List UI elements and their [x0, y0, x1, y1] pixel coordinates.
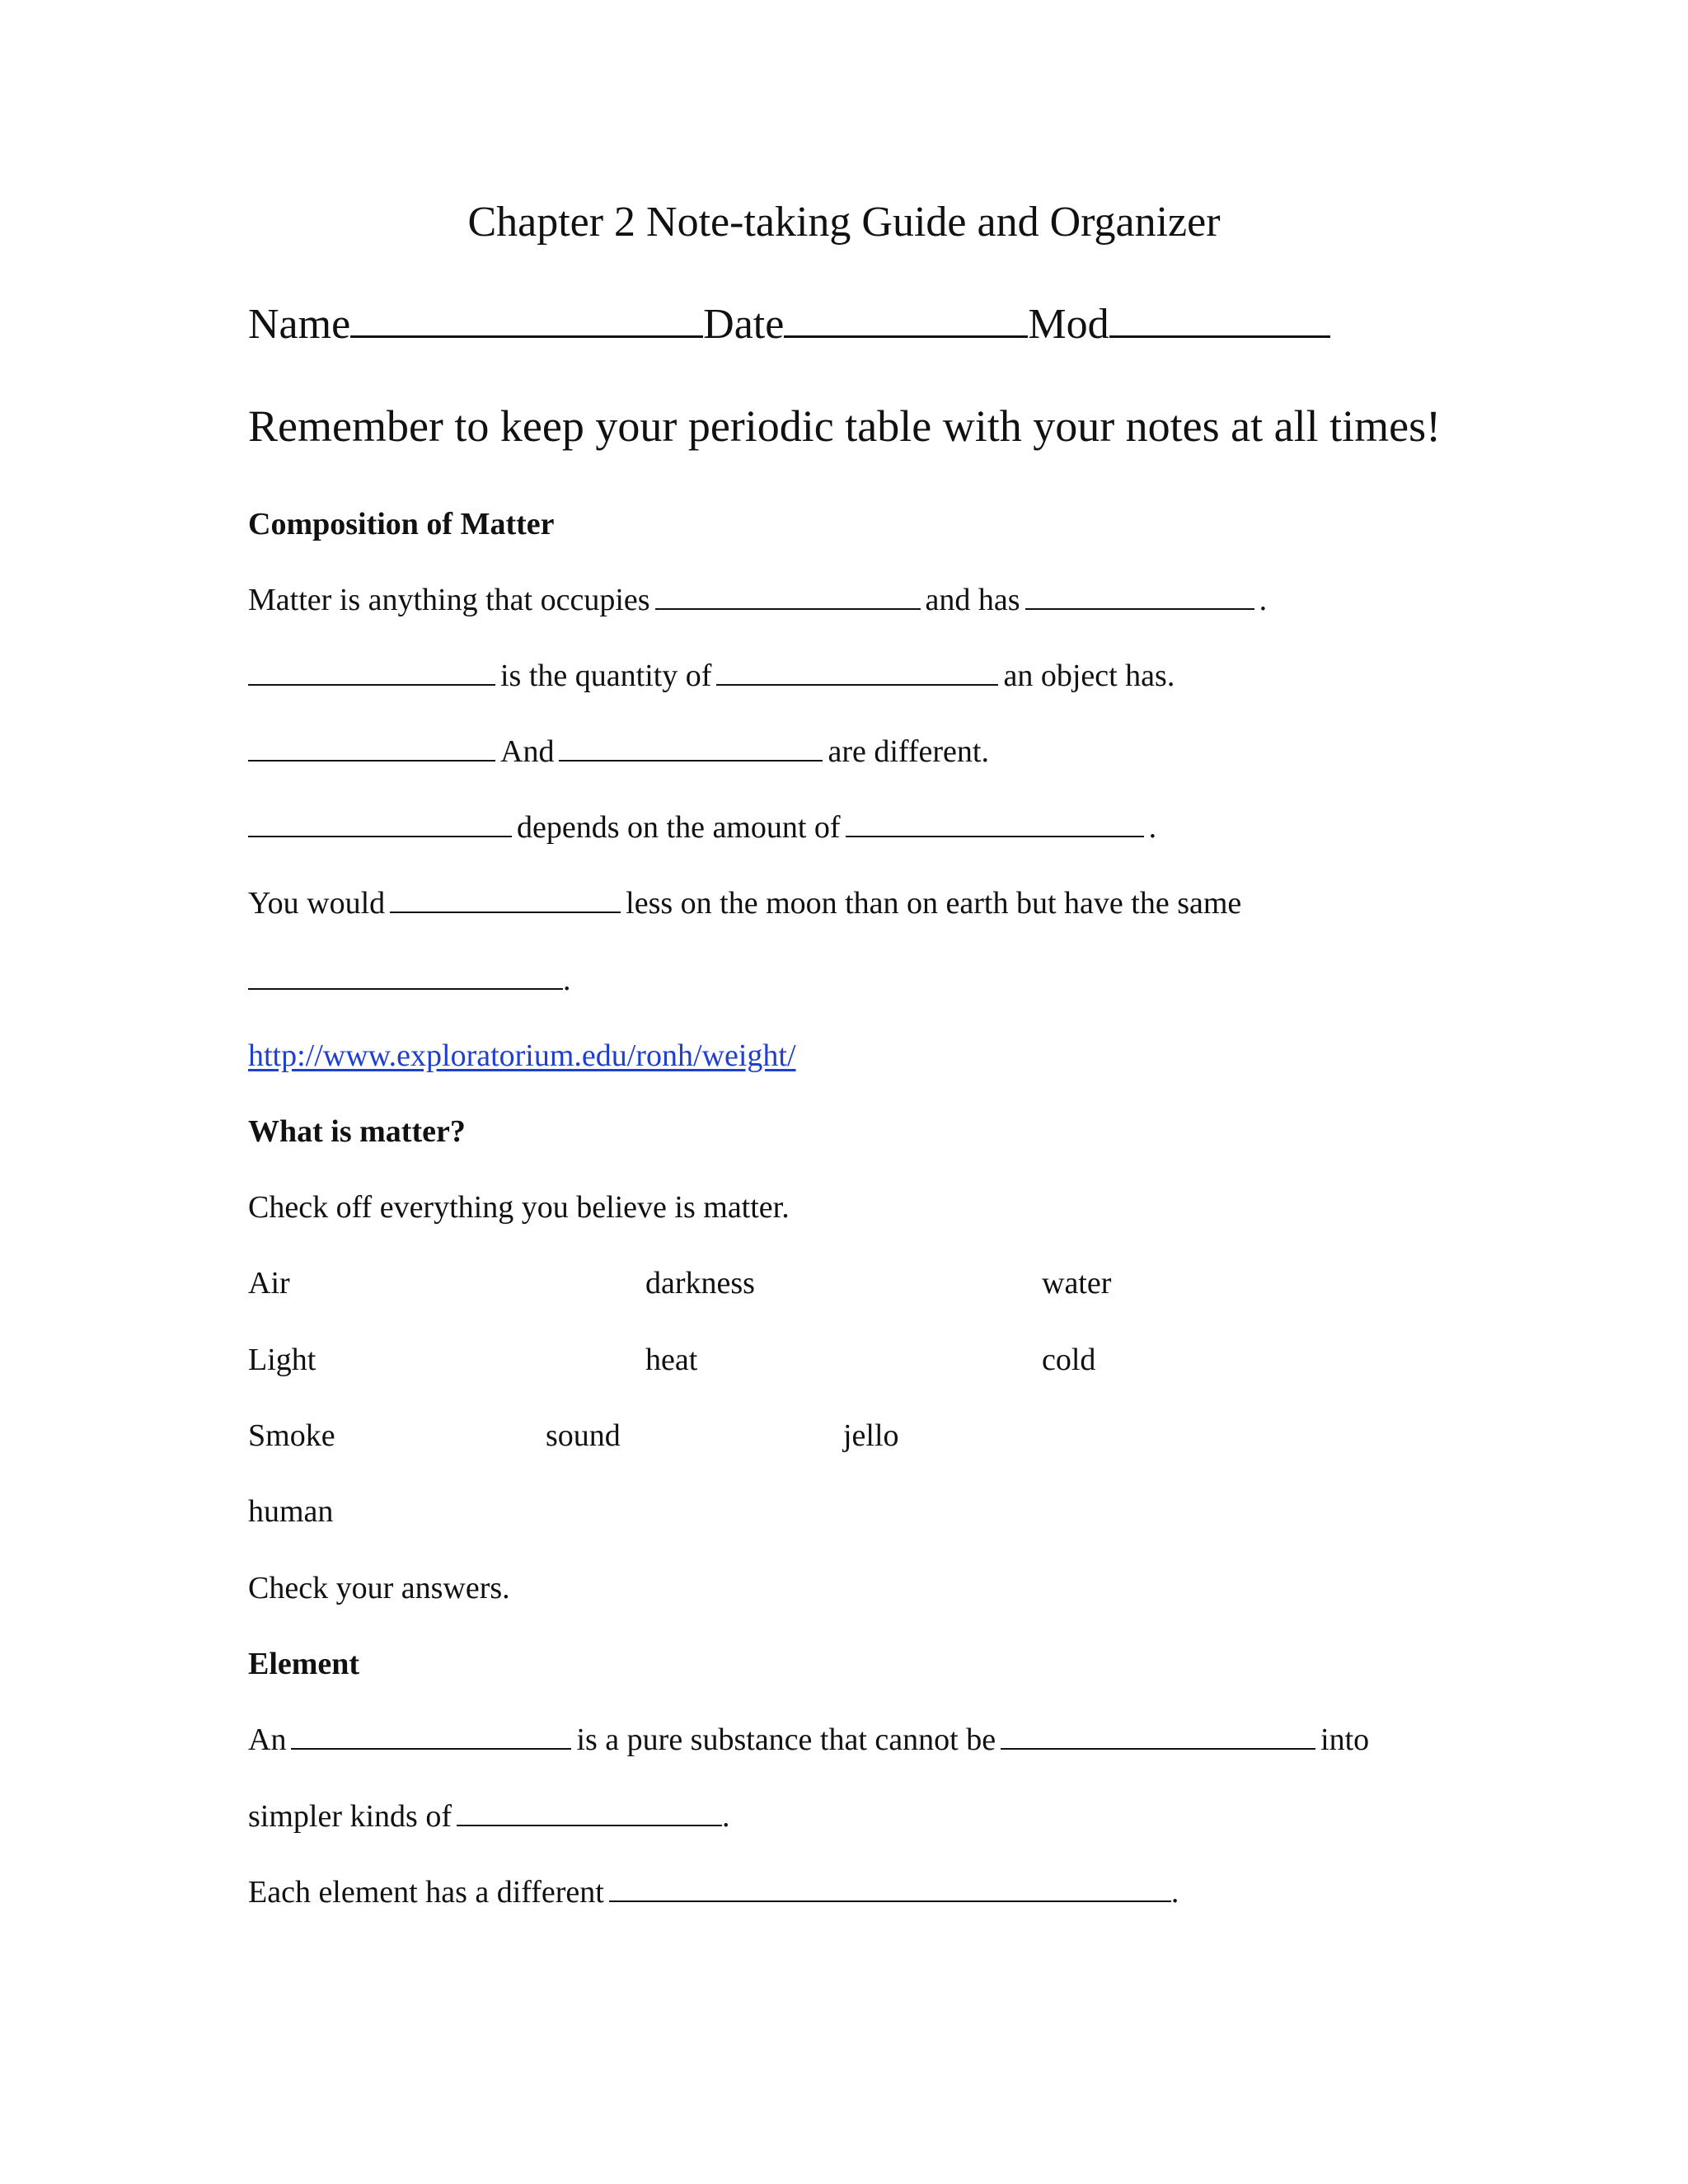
list-item-air[interactable]: Air — [248, 1266, 290, 1301]
element-sentence-2 — [248, 1801, 729, 1832]
element-sentence-3 — [248, 1877, 1179, 1908]
what-is-matter-heading: What is matter? — [248, 1114, 466, 1149]
blank-term-2[interactable] — [559, 759, 823, 762]
name-label: Name — [248, 301, 351, 348]
sentence-text: is a pure substance that cannot be — [576, 1722, 996, 1757]
sentence-text: and has — [925, 583, 1020, 617]
list-item-sound[interactable]: sound — [546, 1418, 621, 1453]
mod-blank[interactable] — [1109, 335, 1330, 338]
list-item-cold[interactable]: cold — [1042, 1343, 1096, 1377]
blank-matter[interactable] — [716, 683, 998, 686]
sentence-text: is the quantity of — [500, 658, 712, 693]
sentence-end: . — [1259, 583, 1268, 617]
page-title: Chapter 2 Note-taking Guide and Organizer — [467, 199, 1221, 246]
element-sentence-1 — [248, 1724, 1369, 1755]
blank-mass[interactable] — [1025, 607, 1254, 610]
sentence-text: simpler kinds of — [248, 1799, 452, 1834]
element-heading: Element — [248, 1647, 360, 1681]
reminder-text: Remember to keep your periodic table with your notes at all times! — [248, 401, 1442, 451]
blank-weight[interactable] — [248, 835, 512, 837]
list-item-darkness[interactable]: darkness — [645, 1266, 755, 1301]
weight-link[interactable]: http://www.exploratorium.edu/ronh/weight/ — [248, 1038, 796, 1073]
sentence-text: You would — [248, 886, 386, 921]
composition-sentence-3 — [248, 736, 989, 767]
sentence-text: Each element has a different — [248, 1875, 604, 1910]
name-blank[interactable] — [350, 335, 703, 338]
blank-broken-down[interactable] — [1001, 1747, 1315, 1750]
sentence-text: depends on the amount of — [517, 810, 841, 845]
sentence-text: Matter is anything that occupies — [248, 583, 650, 617]
date-blank[interactable] — [784, 335, 1028, 338]
date-label: Date — [703, 301, 785, 348]
sentence-end: . — [721, 1799, 730, 1834]
sentence-text: And — [500, 734, 555, 769]
check-answers: Check your answers. — [248, 1571, 510, 1605]
sentence-text: an object has. — [1003, 658, 1175, 693]
blank-space[interactable] — [655, 607, 921, 610]
blank-substances[interactable] — [457, 1824, 722, 1826]
sentence-end: . — [563, 963, 571, 997]
list-item-human[interactable]: human — [248, 1494, 334, 1529]
composition-sentence-4 — [248, 812, 1156, 843]
sentence-end: . — [1148, 810, 1157, 845]
blank-term-1[interactable] — [248, 759, 495, 762]
list-item-light[interactable]: Light — [248, 1343, 316, 1377]
mod-label: Mod — [1028, 301, 1109, 348]
name-date-mod-row — [248, 303, 1330, 346]
sentence-text: less on the moon than on earth but have the same — [626, 886, 1242, 921]
composition-heading: Composition of Matter — [248, 507, 555, 541]
list-item-jello[interactable]: jello — [843, 1418, 899, 1453]
list-item-smoke[interactable]: Smoke — [248, 1418, 335, 1453]
composition-sentence-2 — [248, 660, 1175, 691]
composition-sentence-1 — [248, 584, 1267, 616]
blank-atomic-number[interactable] — [609, 1900, 1171, 1902]
list-item-water[interactable]: water — [1042, 1266, 1112, 1301]
sentence-text: are different. — [828, 734, 989, 769]
composition-sentence-5 — [248, 888, 1241, 919]
blank-weigh[interactable] — [390, 911, 621, 913]
list-item-heat[interactable]: heat — [645, 1343, 698, 1377]
blank-mass-answer[interactable] — [248, 987, 563, 990]
blank-mass-term[interactable] — [248, 683, 495, 686]
composition-sentence-6 — [248, 964, 571, 996]
blank-gravity[interactable] — [846, 835, 1144, 837]
sentence-text: into — [1320, 1722, 1370, 1757]
matter-instruction: Check off everything you believe is matter. — [248, 1190, 790, 1225]
sentence-end: . — [1170, 1875, 1179, 1910]
sentence-text: An — [248, 1722, 287, 1757]
blank-element[interactable] — [291, 1747, 571, 1750]
